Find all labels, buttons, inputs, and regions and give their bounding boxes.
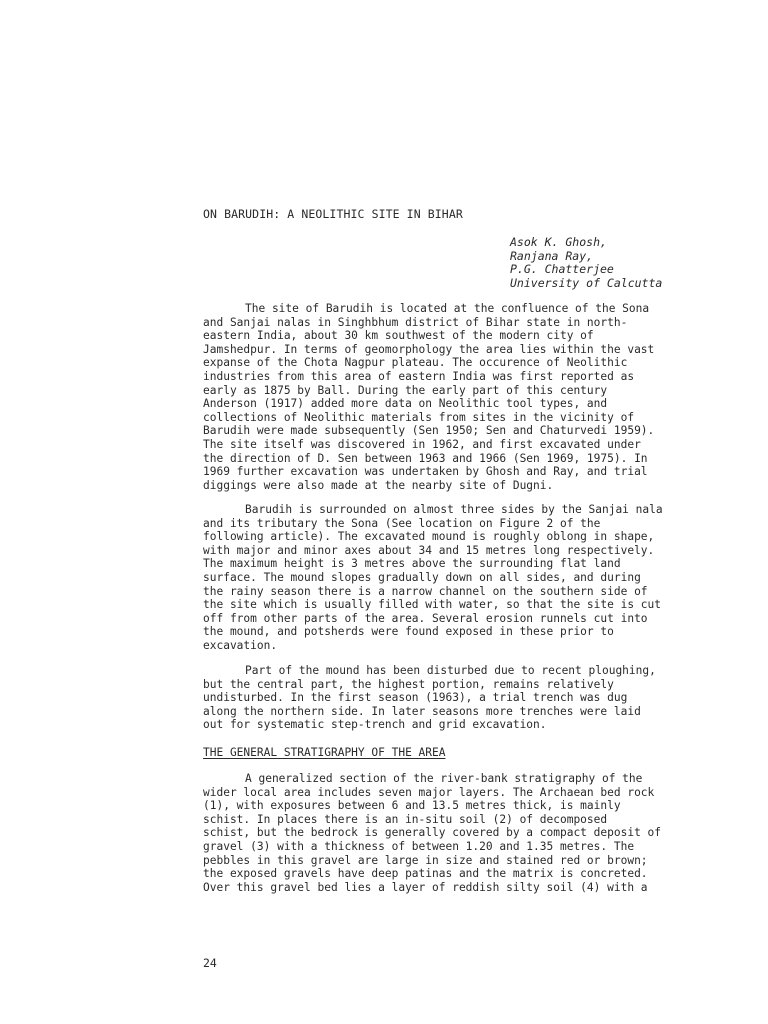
text-line: the direction of D. Sen between 1963 and 1966 (Sen 1969, 1975). In: [203, 451, 648, 465]
text-line: wider local area includes seven major layers. The Archaean bed rock: [203, 785, 655, 799]
text-line: 1969 further excavation was undertaken by Ghosh and Ray, and trial: [203, 465, 648, 479]
text-line: The site of Barudih is located at the confluence of the Sona: [245, 302, 650, 315]
text-line: schist. In places there is an in-situ soil (2) of decomposed: [203, 812, 608, 826]
text-line: Jamshedpur. In terms of geomorphology the area lies within the vast: [203, 342, 655, 356]
text-line: eastern India, about 30 km southwest of the modern city of: [203, 329, 594, 343]
text-line: out for systematic step-trench and grid excavation.: [203, 718, 547, 732]
author-name: P.G. Chatterjee: [510, 262, 614, 276]
paragraph-mound-description: [203, 503, 683, 653]
text-line: expanse of the Chota Nagpur plateau. The occurence of Neolithic: [203, 356, 628, 370]
text-line: following article). The excavated mound is roughly oblong in shape,: [203, 530, 655, 544]
paragraph-stratigraphy: [203, 772, 683, 894]
text-line: Over this gravel bed lies a layer of reddish silty soil (4) with a: [203, 880, 648, 894]
text-line: surface. The mound slopes gradually down on all sides, and during: [203, 570, 641, 584]
text-line: early as 1875 by Ball. During the early part of this century: [203, 383, 608, 397]
text-line: The site itself was discovered in 1962, and first excavated under: [203, 437, 641, 451]
text-line: off from other parts of the area. Several erosion runnels cut into: [203, 611, 648, 625]
text-line: Anderson (1917) added more data on Neolithic tool types, and: [203, 397, 608, 411]
text-line: the exposed gravels have deep patinas and the matrix is concreted.: [203, 867, 648, 881]
text-line: excavation.: [203, 638, 278, 652]
text-line: Part of the mound has been disturbed due to recent ploughing,: [245, 664, 656, 677]
text-line: industries from this area of eastern India was first reported as: [203, 369, 635, 383]
text-line: with major and minor axes about 34 and 15 metres long respectively.: [203, 543, 655, 557]
text-line: pebbles in this gravel are large in size and stained red or brown;: [203, 853, 648, 867]
text-line: the rainy season there is a narrow channel on the southern side of: [203, 584, 648, 598]
author-affiliation: University of Calcutta: [510, 275, 663, 290]
text-line: the site which is usually filled with water, so that the site is cut: [203, 598, 662, 612]
section-heading: THE GENERAL STRATIGRAPHY OF THE AREA: [203, 746, 446, 759]
text-line: but the central part, the highest portion, remains relatively: [203, 677, 614, 691]
text-line: undisturbed. In the first season (1963), a trial trench was dug: [203, 691, 628, 705]
text-line: and its tributary the Sona (See location on Figure 2 of the: [203, 516, 601, 530]
text-line: along the northern side. In later seasons more trenches were laid: [203, 704, 641, 718]
text-line: Barudih is surrounded on almost three sides by the Sanjai nala: [245, 503, 663, 516]
page-number: 24: [203, 956, 217, 970]
text-line: schist, but the bedrock is generally covered by a compact deposit of: [203, 826, 662, 840]
paragraph-site-location: [203, 302, 683, 492]
text-line: and Sanjai nalas in Singhbhum district of Bihar state in north-: [203, 315, 628, 329]
text-line: gravel (3) with a thickness of between 1.20 and 1.35 metres. The: [203, 839, 635, 853]
text-line: the mound, and potsherds were found exposed in these prior to: [203, 625, 614, 639]
paragraph-mound-disturbance: [203, 664, 683, 732]
paper-title: ON BARUDIH: A NEOLITHIC SITE IN BIHAR: [203, 207, 463, 221]
author-block: [510, 236, 662, 290]
author-name: Asok K. Ghosh,: [510, 235, 607, 249]
text-line: diggings were also made at the nearby site of Dugni.: [203, 478, 554, 492]
author-name: Ranjana Ray,: [510, 248, 594, 263]
text-line: A generalized section of the river-bank stratigraphy of the: [245, 772, 643, 785]
text-line: Barudih were made subsequently (Sen 1950; Sen and Chaturvedi 1959).: [203, 424, 655, 438]
text-line: (1), with exposures between 6 and 13.5 metres thick, is mainly: [203, 799, 621, 813]
text-line: collections of Neolithic materials from sites in the vicinity of: [203, 410, 635, 424]
text-line: The maximum height is 3 metres above the surrounding flat land: [203, 557, 621, 571]
